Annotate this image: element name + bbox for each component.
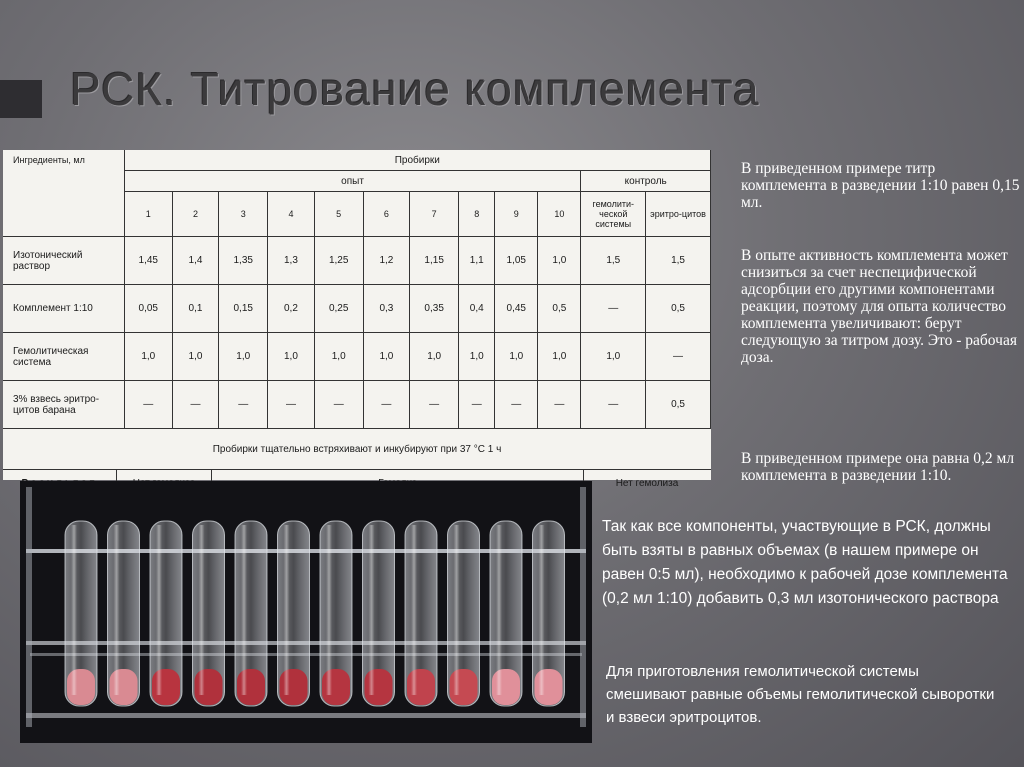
- table-cell: 1,15: [410, 237, 459, 285]
- test-tube: [108, 521, 140, 706]
- test-tube: [363, 521, 395, 706]
- test-tube: [533, 521, 565, 706]
- table-cell: 1,0: [495, 333, 538, 381]
- table-cell: 0,5: [646, 285, 711, 333]
- table-cell: 1,1: [459, 237, 495, 285]
- table-cell: 1,2: [363, 237, 409, 285]
- table-cell: —: [410, 381, 459, 429]
- test-tube: [193, 521, 225, 706]
- title-accent-bar: [0, 80, 42, 118]
- table-cell: 1,0: [581, 333, 646, 381]
- table-cell: 0,2: [268, 285, 314, 333]
- test-tube: [405, 521, 437, 706]
- table-row: [3, 237, 711, 285]
- titration-table: [3, 150, 711, 489]
- test-tube: [448, 521, 480, 706]
- table-cell: 0,4: [459, 285, 495, 333]
- incubation-note: Пробирки тщательно встряхивают и инкубируют при 37 °С 1 ч: [3, 429, 711, 470]
- table-cell: —: [314, 381, 363, 429]
- test-tubes-illustration: [20, 481, 592, 743]
- slide-title: РСК. Титрование комплемента: [70, 63, 760, 115]
- tube-number: 10: [538, 192, 581, 237]
- table-cell: 1,5: [581, 237, 646, 285]
- table-cell: —: [581, 285, 646, 333]
- table-cell: 1,35: [219, 237, 268, 285]
- paragraph-equal-volumes: Так как все компоненты, участвующие в РСК, должны быть взяты в равных объемах (в нашем примере он равен 0:5 мл), необходимо к рабочей дозе комплемента (0,2 мл 1:10) добавить 0,3 мл изотонического раствора: [602, 518, 1008, 607]
- tube-number: 9: [495, 192, 538, 237]
- paragraph-working-dose: В приведенном примере она равна 0,2 мл комплемента в разведении 1:10.: [741, 450, 1015, 484]
- tube-number: 7: [410, 192, 459, 237]
- table-cell: —: [219, 381, 268, 429]
- table-cell: 1,05: [495, 237, 538, 285]
- table-cell: 1,0: [219, 333, 268, 381]
- row-label: Изотонический раствор: [3, 237, 124, 285]
- header-experiment: опыт: [124, 171, 581, 192]
- table-cell: 0,35: [410, 285, 459, 333]
- table-cell: 1,0: [268, 333, 314, 381]
- table-cell: 0,5: [538, 285, 581, 333]
- table-cell: —: [363, 381, 409, 429]
- control-hemolytic-header: гемолити-ческой системы: [581, 192, 646, 237]
- test-tube: [490, 521, 522, 706]
- table-cell: 1,5: [646, 237, 711, 285]
- test-tube: [65, 521, 97, 706]
- result-no-hemolysis-2: Нет гемолиза: [615, 477, 679, 489]
- table-cell: 1,0: [363, 333, 409, 381]
- table-cell: 0,1: [172, 285, 218, 333]
- test-tubes-photo: [20, 481, 592, 743]
- table-cell: 0,3: [363, 285, 409, 333]
- table-cell: 1,0: [124, 333, 172, 381]
- titration-grid: [3, 150, 711, 429]
- table-cell: —: [646, 333, 711, 381]
- table-cell: 0,15: [219, 285, 268, 333]
- table-cell: 0,25: [314, 285, 363, 333]
- tube-number: 2: [172, 192, 218, 237]
- table-cell: —: [459, 381, 495, 429]
- table-cell: 0,05: [124, 285, 172, 333]
- row-label: Комплемент 1:10: [3, 285, 124, 333]
- tube-number: 5: [314, 192, 363, 237]
- table-cell: 1,0: [538, 237, 581, 285]
- table-cell: 1,0: [459, 333, 495, 381]
- header-ingredients: Ингредиенты, мл: [3, 150, 124, 171]
- test-tube: [235, 521, 267, 706]
- table-row: [3, 285, 711, 333]
- table-cell: 1,0: [538, 333, 581, 381]
- table-cell: 1,0: [410, 333, 459, 381]
- table-cell: 1,0: [314, 333, 363, 381]
- test-tube: [278, 521, 310, 706]
- table-cell: 1,0: [172, 333, 218, 381]
- paragraph-titer: В приведенном примере титр комплемента в разведении 1:10 равен 0,15 мл.: [741, 160, 1020, 211]
- tube-number: 3: [219, 192, 268, 237]
- table-cell: —: [538, 381, 581, 429]
- table-cell: —: [172, 381, 218, 429]
- test-tube: [320, 521, 352, 706]
- control-erythrocytes-header: эритро-цитов: [646, 192, 711, 237]
- paragraph-activity: В опыте активность комплемента может снизиться за счет неспецифической адсорбции его другими компонентами реакции, поэтому для опыта количество комплемента увеличивают: берут следующую за титром дозу. Это - рабочая доза.: [741, 247, 1017, 366]
- table-row: [3, 333, 711, 381]
- table-cell: 0,5: [646, 381, 711, 429]
- tube-number: 8: [459, 192, 495, 237]
- paragraph-hemolytic-system: Для приготовления гемолитической системы смешивают равные объемы гемолитической сыворотки и взвеси эритроцитов.: [606, 663, 995, 726]
- table-cell: 1,3: [268, 237, 314, 285]
- tube-number: 1: [124, 192, 172, 237]
- table-cell: 1,45: [124, 237, 172, 285]
- table-cell: 0,45: [495, 285, 538, 333]
- table-cell: 1,25: [314, 237, 363, 285]
- table-cell: —: [268, 381, 314, 429]
- table-cell: —: [124, 381, 172, 429]
- test-tube: [150, 521, 182, 706]
- table-row: [3, 381, 711, 429]
- tube-number: 6: [363, 192, 409, 237]
- table-cell: —: [495, 381, 538, 429]
- tube-number: 4: [268, 192, 314, 237]
- row-label: 3% взвесь эритро-цитов барана: [3, 381, 124, 429]
- table-cell: 1,4: [172, 237, 218, 285]
- table-cell: —: [581, 381, 646, 429]
- header-tubes: Пробирки: [124, 150, 710, 171]
- row-label: Гемолитическая система: [3, 333, 124, 381]
- header-control: контроль: [581, 171, 711, 192]
